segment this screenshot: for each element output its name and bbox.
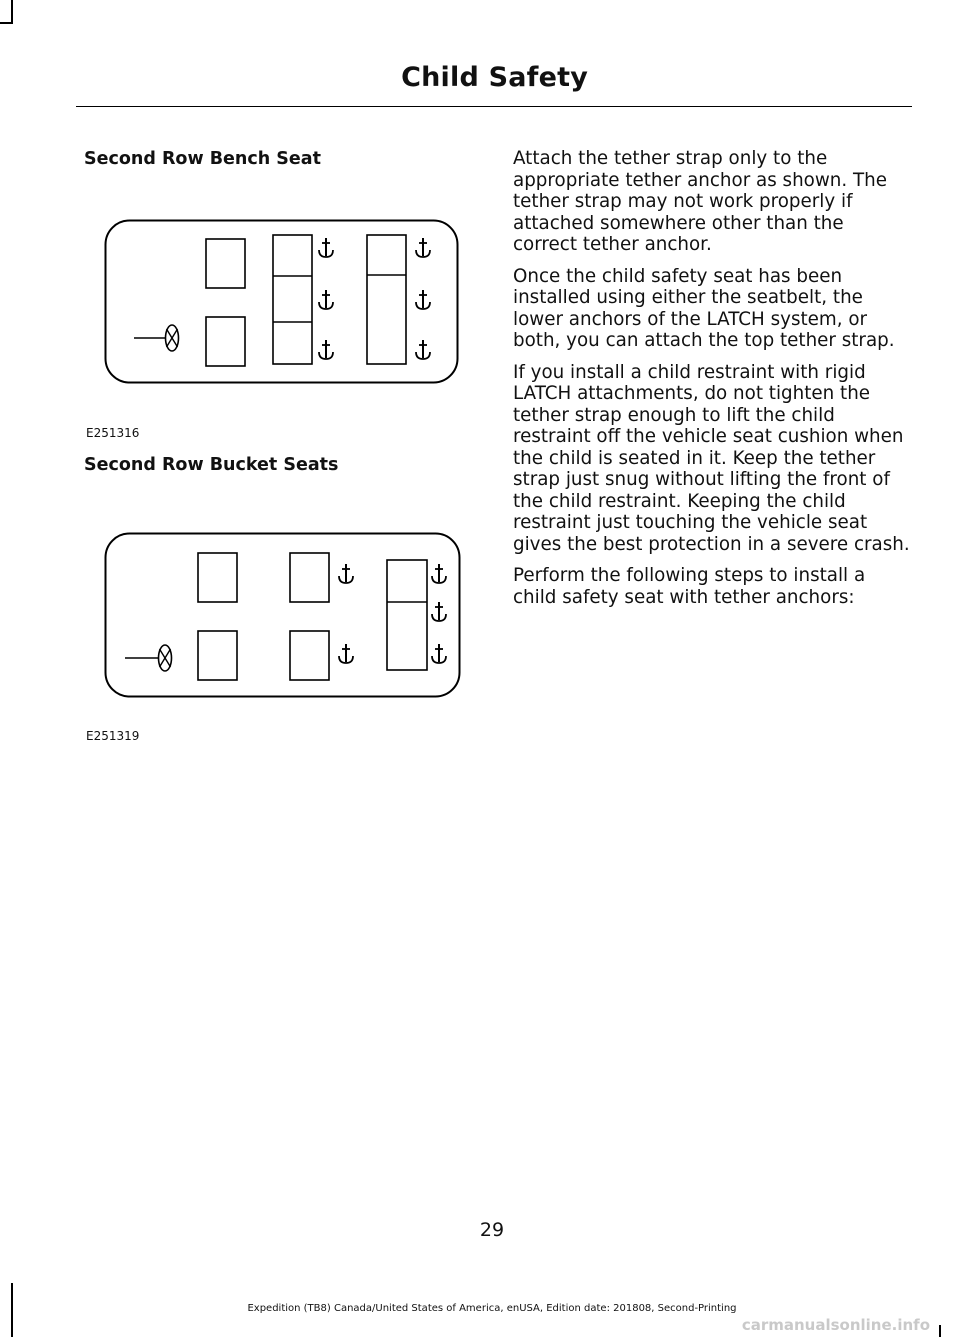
vehicle-outline [106,221,458,383]
second-row-bench [273,235,312,364]
second-row-bucket-right [290,553,329,602]
front-seat-left [206,317,245,366]
front-seat-right [206,239,245,288]
bench-seat-heading: Second Row Bench Seat [84,149,321,169]
steering-wheel-icon [125,645,172,671]
third-row-bench [367,235,406,364]
tether-anchor-icon [432,644,446,663]
tether-anchor-icon [416,238,430,257]
tether-anchor-icon [416,290,430,309]
tether-anchor-icon [432,564,446,583]
tether-anchor-icon [339,564,353,583]
vehicle-outline [106,534,460,697]
crop-mark-top-vertical [11,0,13,22]
tether-anchor-icon [319,238,333,257]
tether-anchor-icon [339,644,353,663]
second-row-bucket-left [290,631,329,680]
body-paragraph: If you install a child restraint with rigid LATCH attachments, do not tighten the tether strap enough to lift the child restraint off the vehicle seat cushion when the child is seated in it. Keep the tether strap just snug without lifting the front of the child restraint. Keeping the child restraint just touching the vehicle seat gives the best protection in a severe crash. [513,361,910,555]
page-number: 29 [479,1219,505,1241]
tether-anchor-icon [416,340,430,359]
front-seat-right [198,553,237,602]
crop-mark-top-horizontal [0,22,13,24]
edition-footer: Expedition (TB8) Canada/United States of America, enUSA, Edition date: 201808, Second-Printing [247,1303,737,1314]
bucket-seats-diagram [104,532,462,700]
body-paragraph: Attach the tether strap only to the appropriate tether anchor as shown. The tether strap may not work properly if attached somewhere other than the correct tether anchor. [513,148,888,255]
bench-figure-code: E251316 [86,426,140,440]
tether-anchor-icon [319,290,333,309]
body-paragraph: Once the child safety seat has been installed using either the seatbelt, the lower anchors of the LATCH system, or both, you can attach the top tether strap. [513,265,895,351]
bench-seat-diagram [104,218,460,386]
front-seat-left [198,631,237,680]
tether-anchor-icon [432,602,446,621]
header-rule [76,106,912,107]
steering-wheel-icon [134,325,179,351]
body-text-column [513,148,911,618]
crop-mark-bottom-right [939,1325,941,1337]
bucket-seats-heading: Second Row Bucket Seats [84,455,339,475]
tether-anchor-icon [319,340,333,359]
watermark: carmanualsonline.info [741,1316,930,1334]
body-paragraph: Perform the following steps to install a child safety seat with tether anchors: [513,565,866,608]
bucket-figure-code: E251319 [86,729,140,743]
third-row-bench [387,560,427,670]
page-title: Child Safety [401,62,588,93]
